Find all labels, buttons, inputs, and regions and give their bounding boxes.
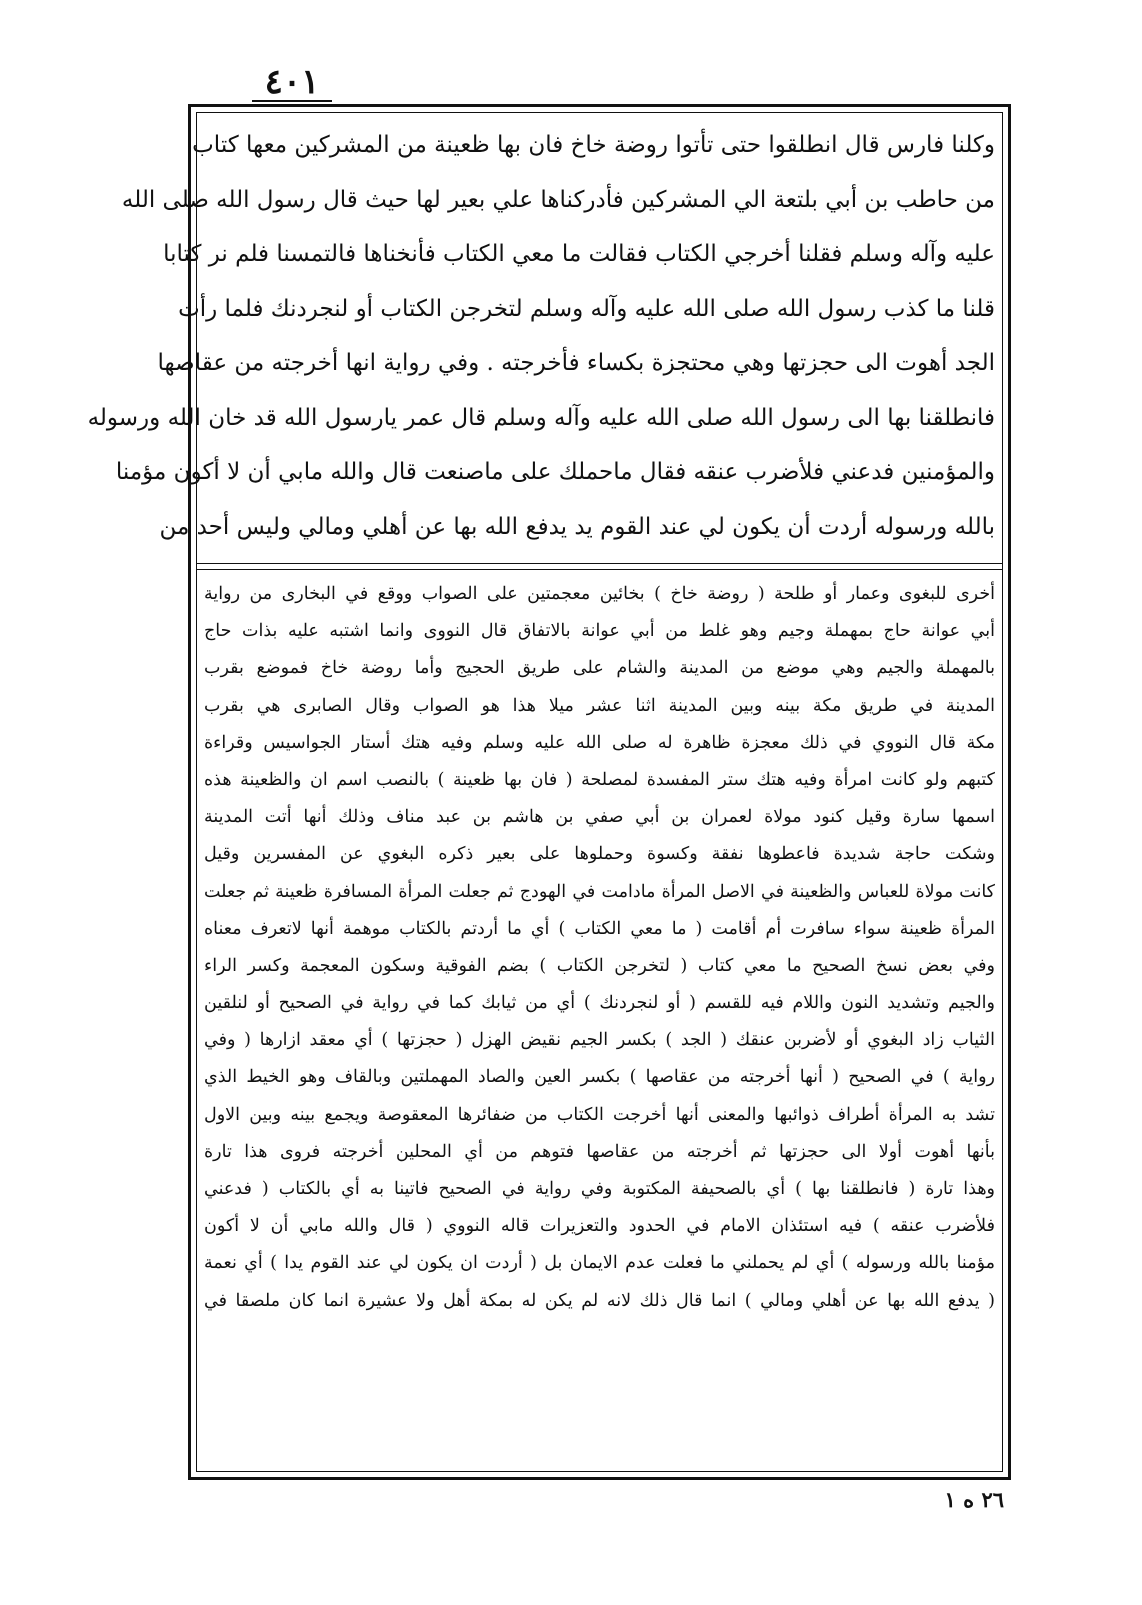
- main-line: والمؤمنين فدعني فلأضرب عنقه فقال ماحملك على ماصنعت قال والله مابي أن لا أكون مؤمنا: [115, 459, 995, 485]
- main-line: فانطلقنا بها الى رسول الله صلى الله عليه وآله وسلم قال عمر يارسول الله قد خان الله ورسوله: [87, 404, 995, 431]
- commentary-line: وفي بعض نسخ الصحيح ما معي كتاب ( لتخرجن الكتاب ) بضم الفوقية وسكون المعجمة وكسر الراء: [204, 955, 995, 976]
- commentary-line: بالمهملة والجيم وهي موضع من المدينة والشام على طريق الحجيج وأما روضة خاخ فموضع بقرب: [204, 658, 995, 679]
- commentary-line: بأنها أهوت أولا الى حجزتها ثم أخرجته من عقاصها فتوهم من أي المحلين أخرجته فروى هذا تارة: [204, 1141, 995, 1162]
- main-line: بالله ورسوله أردت أن يكون لي عند القوم يد يدفع الله بها عن أهلي ومالي وليس أحد من: [159, 513, 995, 540]
- main-line: وكلنا فارس قال انطلقوا حتى تأتوا روضة خاخ فان بها ظعينة من المشركين معها كتاب: [192, 132, 995, 158]
- commentary-line: مؤمنا بالله ورسوله ) أي لم يحملني ما فعلت عدم الايمان بل ( أردت ان يكون لي عند القوم يدا ) أي نعمة: [204, 1253, 995, 1274]
- commentary-line: وهذا تارة ( فانطلقنا بها ) أي بالصحيفة المكتوبة وفي رواية في الصحيح فاتينا به أي بالكتاب ( فدعني: [204, 1179, 995, 1199]
- main-line: من حاطب بن أبي بلتعة الي المشركين فأدركناها علي بعير لها حيث قال رسول الله صلى الله: [121, 186, 995, 213]
- section-divider: [196, 569, 1003, 570]
- main-line: عليه وآله وسلم فقلنا أخرجي الكتاب فقالت ما معي الكتاب فأنخناها فالتمسنا فلم نر كتابا: [163, 241, 995, 267]
- commentary-line: والجيم وتشديد النون واللام فيه للقسم ( أو لنجردنك ) أي من ثيابك كما في رواية في الصحيح أو لنلقين: [204, 993, 995, 1014]
- commentary-line: الثياب زاد البغوي أو لأضربن عنقك ( الجد ) بكسر الجيم نقيض الهزل ( حجزتها ) أي معقد ازارها ( وفي: [204, 1030, 995, 1051]
- commentary-text-block: [204, 576, 995, 1468]
- commentary-line: تشد به المرأة أطراف ذوائبها والمعنى أنها أخرجت الكتاب من ضفائرها المعقوصة ويجمع بينه وبين الاول: [204, 1104, 995, 1125]
- main-line: قلنا ما كذب رسول الله صلى الله عليه وآله وسلم لتخرجن الكتاب أو لنجردنك فلما رأت: [178, 295, 995, 322]
- commentary-line: أبي عوانة حاج بمهملة وجيم وهو غلط من أبي عوانة بالاتفاق قال النووى وانما اشتبه عليه بذات حاج: [204, 621, 995, 642]
- main-text-block: [87, 118, 995, 558]
- section-divider: [196, 563, 1003, 564]
- commentary-line: ( يدفع الله بها عن أهلي ومالي ) انما قال ذلك لانه لم يكن له بمكة أهل ولا عشيرة انما كان ملصقا في: [204, 1290, 995, 1311]
- commentary-line: المرأة ظعينة سواء سافرت أم أقامت ( ما معي الكتاب ) أي ما أردتم بالكتاب موهمة أنها لاتعرف معناه: [204, 918, 995, 939]
- commentary-line: فلأضرب عنقه ) فيه استئذان الامام في الحدود والتعزيرات قاله النووي ( قال والله مابي أن لا أكون: [204, 1216, 995, 1237]
- footer-signature-mark: ٢٦ ه ١: [944, 1487, 1004, 1512]
- page-number: ٤٠١: [264, 62, 320, 102]
- main-line: الجد أهوت الى حجزتها وهي محتجزة بكساء فأخرجته . وفي رواية انها أخرجته من عقاصها: [157, 350, 995, 376]
- commentary-line: اسمها سارة وقيل كنود مولاة لعمران بن أبي صفي بن هاشم بن عبد مناف وذلك أنها أتت المدينة: [204, 807, 995, 828]
- commentary-line: مكة قال النووي في ذلك معجزة ظاهرة له صلى الله عليه وسلم وفيه هتك أستار الجواسيس وقراءة: [204, 732, 995, 753]
- commentary-line: كتبهم ولو كانت امرأة وفيه هتك ستر المفسدة لمصلحة ( فان بها ظعينة ) بالنصب اسم ان والظعينة هذه: [204, 769, 995, 790]
- commentary-line: وشكت حاجة شديدة فاعطوها نفقة وكسوة وحملوها على بعير ذكره البغوي عن المفسرين وقيل: [204, 844, 995, 865]
- commentary-line: المدينة في طريق مكة بينه وبين المدينة اثنا عشر ميلا هذا هو الصواب وقال الصابرى هي بقرب: [204, 695, 995, 716]
- commentary-line: رواية ) في الصحيح ( أنها أخرجته من عقاصها ) بكسر العين والصاد المهملتين وبالقاف وهو الخيط الذي: [204, 1067, 995, 1088]
- commentary-line: كانت مولاة للعباس والظعينة في الاصل المرأة مادامت في الهودج ثم جعلت المرأة المسافرة ظعينة ثم جعلت: [204, 881, 995, 902]
- page-number-rule: [252, 100, 332, 102]
- commentary-line: أخرى للبغوى وعمار أو طلحة ( روضة خاخ ) بخائين معجمتين على الصواب ووقع في البخارى من رواية: [204, 584, 995, 604]
